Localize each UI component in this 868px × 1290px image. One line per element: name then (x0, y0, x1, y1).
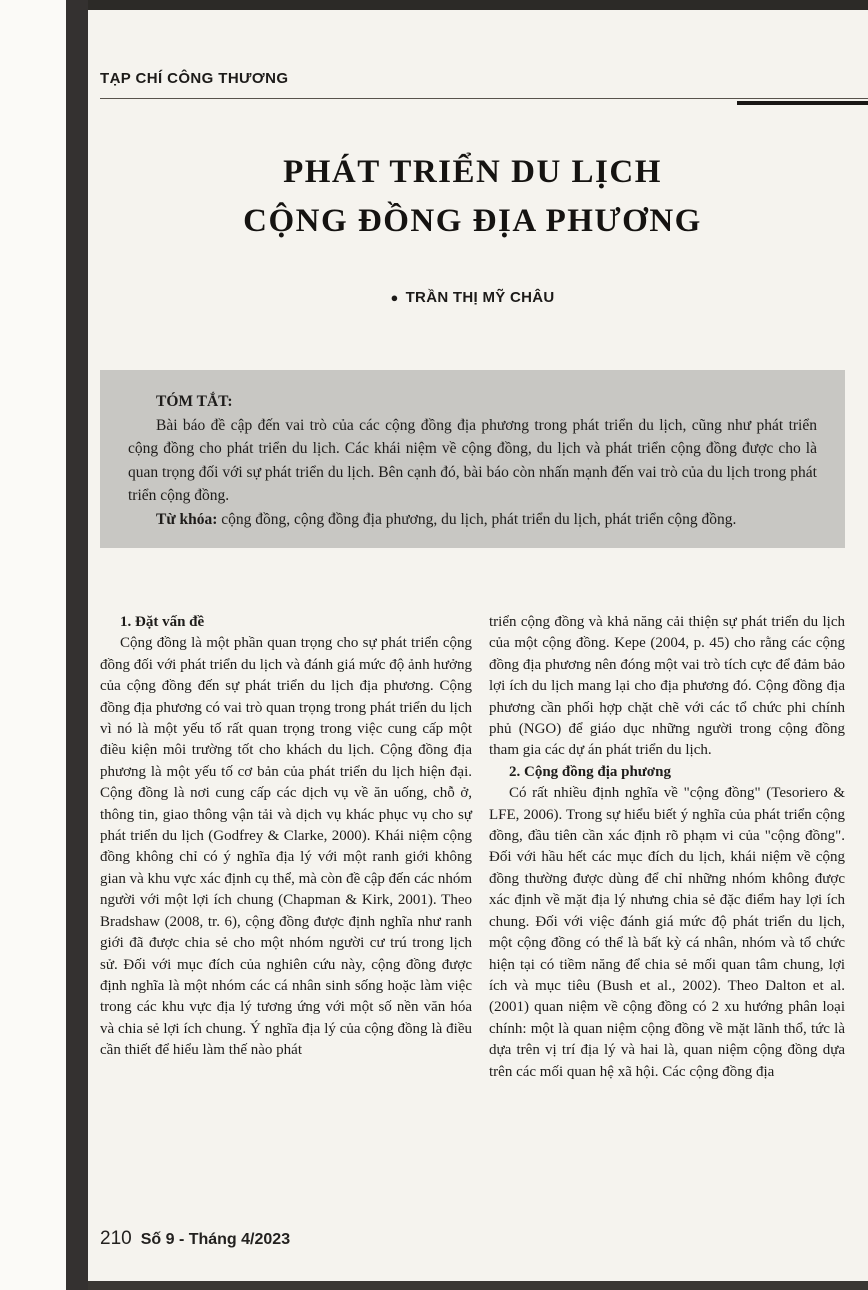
keywords-text: cộng đồng, cộng đồng địa phương, du lịch, phát triển du lịch, phát triển cộng đồng. (217, 510, 737, 528)
header-rule (100, 98, 868, 99)
body-column-right (489, 612, 845, 1083)
article-title-line-2: CỘNG ĐỒNG ĐỊA PHƯƠNG (243, 203, 702, 239)
footer-page-number: 210 (100, 1228, 132, 1249)
section-1-heading: 1. Đặt vấn đề (120, 614, 205, 630)
section-1-continuation: triển cộng đồng và khả năng cải thiện sự phát triển du lịch của một cộng đồng. Kepe (2004, p. 45) cho rằng các cộng đồng địa phương nên đóng một vai trò tích cực để đảm bảo lợi ích du lịch mang lại cho địa phương đó. Cộng đồng địa phương cần phối hợp chặt chẽ với các tổ chức phi chính phủ (NGO) để giáo dục những người trong cộng đồng tham gia các dự án phát triển du lịch. (489, 614, 845, 759)
abstract-box (100, 370, 845, 548)
body-column-left (100, 612, 472, 1062)
keywords-label: Từ khóa: (156, 510, 218, 528)
abstract-keywords (128, 508, 817, 532)
abstract-label: TÓM TẮT: (156, 393, 233, 410)
abstract-text: Bài báo đề cập đến vai trò của các cộng đồng địa phương trong phát triển du lịch, cũng như phát triển cộng đồng cho phát triển du lịch. Các khái niệm về cộng đồng, du lịch và phát triển cộng đồng được cho là quan trọng đối với sự phát triển du lịch. Bên cạnh đó, bài báo còn nhấn mạnh đến vai trò của du lịch trong phát triển cộng đồng. (128, 416, 817, 504)
header-accent-bar (737, 101, 868, 105)
section-2-heading: 2. Cộng đồng địa phương (509, 763, 671, 780)
author-line (100, 289, 845, 306)
footer-issue: Số 9 - Tháng 4/2023 (140, 1231, 291, 1248)
journal-header: TẠP CHÍ CÔNG THƯƠNG (100, 70, 289, 87)
section-1-paragraph: Cộng đồng là một phần quan trọng cho sự phát triển cộng đồng đối với phát triển du lịch và đánh giá mức độ ảnh hưởng của cộng đồng đến sự phát triển du lịch địa phương. Cộng đồng địa phương có vai trò quan trọng trong phát triển du lịch vì nó là một yếu tố rất quan trọng trong việc cung cấp một điều kiện môi trường tốt cho khách du lịch. Cộng đồng địa phương là một yếu tố cơ bản của phát triển du lịch hiện đại. Cộng đồng là nơi cung cấp các dịch vụ về ăn uống, chỗ ở, thông tin, giao thông vận tải và dịch vụ khác phục vụ cho sự phát triển du lịch (Godfrey & Clarke, 2000). Khái niệm cộng đồng không chỉ có ý nghĩa địa lý với một ranh giới không gian và khu vực xác định cụ thể, mà còn đề cập đến các nhóm người với một lợi ích chung (Chapman & Kirk, 2001). Theo Bradshaw (2008, tr. 6), cộng đồng được định nghĩa như ranh giới đã được chia sẻ cho một nhóm người cư trú trong lịch sử. Đối với mục đích của nghiên cứu này, cộng đồng được định nghĩa là một nhóm các cá nhân sinh sống hoặc làm việc trong các khu vực địa lý tương ứng với một số nền văn hóa và chia sẻ lợi ích chung. Ý nghĩa địa lý của cộng đồng là điều cần thiết để hiểu làm thế nào phát (100, 635, 472, 1059)
section-2-paragraph: Có rất nhiều định nghĩa về "cộng đồng" (Tesoriero & LFE, 2006). Trong sự hiểu biết ý nghĩa của phát triển cộng đồng, đầu tiên cần xác định rõ phạm vi của "cộng đồng". Đối với hầu hết các mục đích du lịch, khái niệm về cộng đồng thường được dùng để chỉ những nhóm không được xác định về mặt địa lý nhưng chia sẻ đặc điểm hay lợi ích chung. Đối với việc đánh giá mức độ phát triển du lịch, một cộng đồng có thể là bất kỳ cá nhân, nhóm và tổ chức hiện tại có tiềm năng để chia sẻ mối quan tâm chung, lợi ích và mục tiêu (Bush et al., 2002). Theo Dalton et al. (2001) quan niệm về cộng đồng có 2 xu hướng phân loại chính: một là quan niệm cộng đồng về mặt lãnh thổ, tức là dựa trên vị trí địa lý và hai là, quan niệm cộng đồng dựa trên các mối quan hệ xã hội. Các cộng đồng địa (489, 785, 845, 1080)
scan-edge-bottom (88, 1281, 868, 1290)
author-bullet-icon: ● (390, 290, 399, 305)
author-name: TRẦN THỊ MỸ CHÂU (405, 289, 555, 306)
page-footer (100, 1228, 290, 1250)
scan-edge-top (66, 0, 868, 10)
article-title-line-1: PHÁT TRIỂN DU LỊCH (283, 154, 662, 190)
article-title (100, 148, 845, 246)
scan-edge-left (66, 0, 88, 1290)
